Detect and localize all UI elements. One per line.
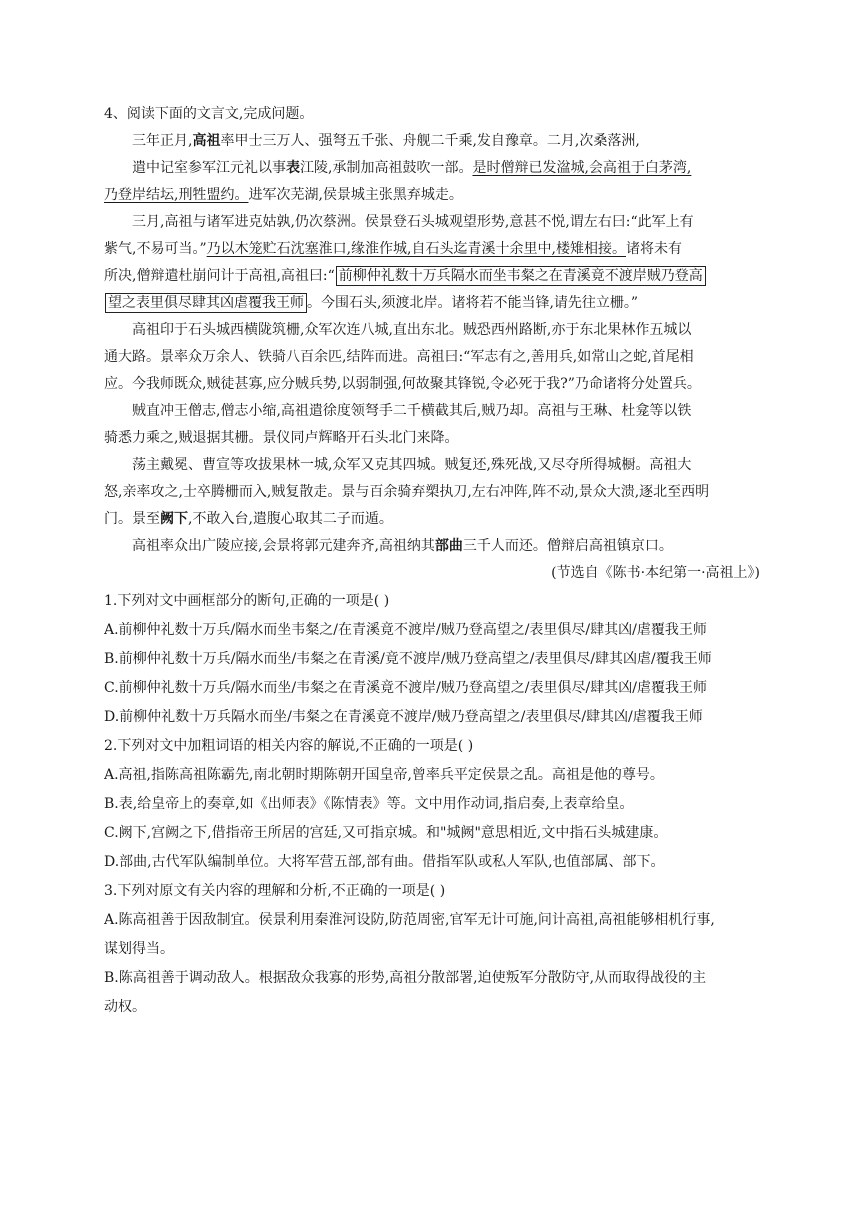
- bold-term-biao: 表: [286, 160, 300, 176]
- question-2-option-b: B.表,给皇帝上的奏章,如《出师表》《陈情表》等。文中用作动词,指启奏,上表章给皇。: [104, 796, 634, 812]
- passage-paragraph-2-line-1: 遣中记室参军江元礼以事表江陵,承制加高祖鼓吹一部。是时僧辩已发湓城,会高祖于白茅湾,: [132, 160, 692, 176]
- passage-paragraph-6-line-3: [104, 506, 760, 533]
- question-3-option-b-line-2: 动权。: [104, 999, 146, 1015]
- underlined-sentence-2: 乃以木笼贮石沈塞淮口,缘淮作城,自石头迄青溪十余里中,楼雉相接。: [206, 241, 626, 257]
- underlined-sentence-1b: 乃登岸结坛,刑牲盟约。: [104, 187, 249, 203]
- p3-f: 。今围石头,须渡北岸。诸将若不能当锋,请先往立栅。”: [307, 295, 639, 311]
- passage-paragraph-5-line-2: 骑悉力乘之,贼退据其栅。景仪同卢辉略开石头北门来降。: [104, 430, 459, 446]
- boxed-text-part-1: 前柳仲礼数十万兵隔水而坐韦粲之在青溪竟不渡岸贼乃登高: [336, 266, 706, 286]
- passage-paragraph-4-line-1: 高祖印于石头城西横陇筑栅,众军次连八城,直出东北。贼恐西州路断,亦于东北果林作五城以: [132, 322, 692, 338]
- p7-b: 三千人而还。僧辩启高祖镇京口。: [462, 538, 673, 554]
- p2-d: 进军次芜湖,侯景城主张黑弃城走。: [248, 187, 463, 203]
- bold-term-gaozu: 高祖: [192, 133, 221, 149]
- passage-paragraph-5-line-1: 贼直冲王僧志,僧志小缩,高祖遣徐度领弩手二千横截其后,贼乃却。高祖与王琳、杜龛等以铁: [132, 403, 692, 419]
- passage-paragraph-4-line-3: 应。今我师既众,贼徒甚寡,应分贼兵势,以弱制强,何故聚其锋锐,令必死于我?”乃命诸将分处置兵。: [104, 376, 701, 392]
- question-3-option-a-line-1: A.陈高祖善于因敌制宜。侯景利用秦淮河设防,防范周密,官军无计可施,问计高祖,高祖能够相机行事,: [104, 912, 715, 928]
- passage-paragraph-3-line-2: [104, 236, 760, 263]
- passage-paragraph-6-line-1: 荡主戴冕、曹宣等攻拔果林一城,众军又克其四城。贼复还,殊死战,又尽夺所得城橱。高祖大: [132, 457, 692, 473]
- p2-a-rest: 江陵,承制加高祖鼓吹一部。: [300, 160, 473, 176]
- question-2-option-c: C.阙下,宫阙之下,借指帝王所居的宫廷,又可指京城。和"城阙"意思相近,文中指石头城建康。: [104, 825, 668, 841]
- question-1-option-a: A.前柳仲礼数十万兵/隔水而坐韦粲之/在青溪竟不渡岸/贼乃登高望之/表里俱尽/肆其凶/虐覆我王师: [104, 622, 707, 638]
- boxed-text-part-2: 望之表里俱尽肆其凶虐覆我王师: [105, 293, 307, 313]
- passage-paragraph-4-line-2: 通大路。景率众万余人、铁骑八百余匹,结阵而进。高祖曰:“军志有之,善用兵,如常山之蛇,首尾相: [104, 349, 694, 365]
- source-citation: (节选自《陈书·本纪第一·高祖上》): [551, 565, 760, 581]
- p3-d: 诸将未有: [625, 241, 682, 257]
- passage-paragraph-3-line-1: 三月,高祖与诸军进克姑孰,仍次蔡洲。侯景登石头城观望形势,意甚不悦,谓左右曰:“此军上有: [132, 214, 694, 230]
- p3-b: 紫气,不易可当。”: [104, 241, 207, 257]
- p7-a: 高祖率众出广陵应接,会景将郭元建奔齐,高祖纳其: [132, 538, 435, 554]
- question-3-stem: 3.下列对原文有关内容的理解和分析,不正确的一项是( ): [104, 883, 446, 899]
- question-2-option-d: D.部曲,古代军队编制单位。大将军营五部,部有曲。借指军队或私人军队,也值部属、部下。: [104, 854, 665, 870]
- passage-paragraph-1: 三年正月,高祖率甲士三万人、强弩五千张、舟舰二千乘,发自豫章。二月,次桑落洲,: [132, 133, 640, 149]
- p6-c: 门。景至: [104, 511, 160, 527]
- p6-d: ,不敢入台,遣腹心取其二子而遁。: [188, 511, 393, 527]
- question-3-option-a-line-2: 谋划得当。: [104, 941, 174, 957]
- question-1-option-b: B.前柳仲礼数十万兵/隔水而坐/韦粲之在青溪/竟不渡岸/贼乃登高望之/表里俱尽/肆其凶虐/覆我王师: [104, 651, 712, 667]
- question-1-option-c: C.前柳仲礼数十万兵/隔水而坐/韦粲之在青溪竟不渡岸/贼乃登高望之/表里俱尽/肆其凶/虐覆我王师: [104, 680, 707, 696]
- question-2-stem: 2.下列对文中加粗词语的相关内容的解说,不正确的一项是( ): [104, 738, 474, 754]
- question-1-stem: 1.下列对文中画框部分的断句,正确的一项是( ): [104, 593, 390, 609]
- document-page: [104, 101, 760, 1022]
- question-3-option-b-line-1: B.陈高祖善于调动敌人。根据敌众我寡的形势,高祖分散部署,迫使叛军分散防守,从而取得战役的主: [104, 970, 707, 986]
- passage-paragraph-3-line-3: [104, 263, 760, 290]
- passage-paragraph-6-line-2: 怒,亲率攻之,士卒腾栅而入,贼复散走。景与百余骑弃槊执刀,左右冲阵,阵不动,景众大溃,逐北至西明: [104, 484, 710, 500]
- question-heading: 4、阅读下面的文言文,完成问题。: [104, 106, 314, 122]
- p1-rest: 率甲士三万人、强弩五千张、舟舰二千乘,发自豫章。二月,次桑落洲,: [220, 133, 640, 149]
- passage-paragraph-3-line-4: [104, 290, 760, 317]
- bold-term-quexia: 阙下: [160, 511, 188, 527]
- question-1-option-d: D.前柳仲礼数十万兵隔水而坐/韦粲之在青溪竟不渡岸/贼乃登高望之/表里俱尽/肆其凶/虐覆我王师: [104, 709, 703, 725]
- underlined-sentence-1a: 是时僧辩已发湓城,会高祖于白茅湾,: [472, 160, 692, 176]
- question-2-option-a: A.高祖,指陈高祖陈霸先,南北朝时期陈朝开国皇帝,曾率兵平定侯景之乱。高祖是他的尊号。: [104, 767, 664, 783]
- passage-paragraph-7: [104, 533, 760, 560]
- passage-paragraph-2-line-2: [104, 182, 760, 209]
- p3-e: 所决,僧辩遣杜崩问计于高祖,高祖曰:“: [104, 268, 335, 284]
- bold-term-buqu: 部曲: [434, 538, 463, 554]
